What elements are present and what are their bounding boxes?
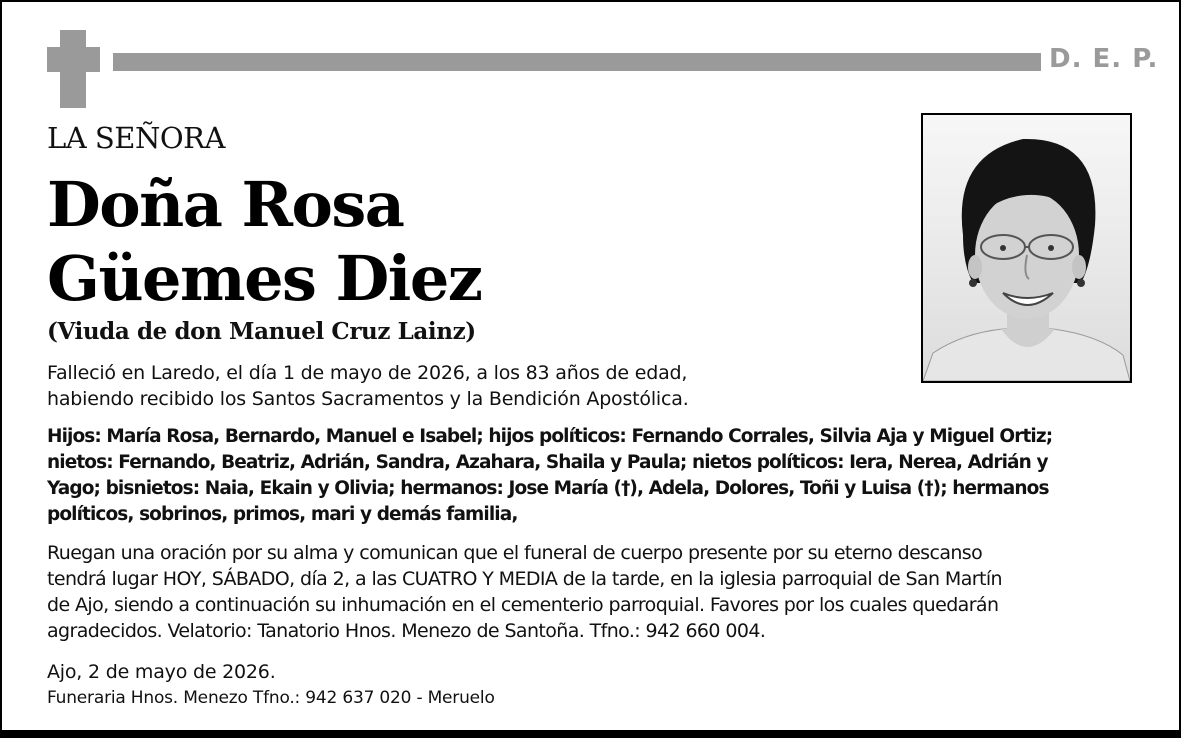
place-date (47, 659, 276, 685)
family-line: Yago; bisnietos: Naia, Ekain y Olivia; hermanos: Jose María (†), Adela, Dolores, Toñi y Luisa (†); hermanos (47, 478, 1049, 499)
dep-label: D. E. P. (1049, 44, 1159, 74)
funeral-home: Funeraria Hnos. Menezo Tfno.: 942 637 020 - Meruelo (47, 688, 495, 708)
family-line: Hijos: María Rosa, Bernardo, Manuel e Isabel; hijos políticos: Fernando Corrales, Silvia Aja y Miguel Ortiz; (47, 426, 1053, 447)
name-line-1: Doña Rosa (47, 168, 404, 241)
death-line: Falleció en Laredo, el día 1 de mayo de 2026, a los 83 años de edad, (47, 362, 688, 384)
funeral-line: de Ajo, siendo a continuación su inhumación en el cementerio parroquial. Favores por los cuales quedarán (47, 594, 999, 616)
intro-label: LA SEÑORA (47, 121, 225, 155)
funeral-line: Ruegan una oración por su alma y comunican que el funeral de cuerpo presente por su eterno descanso (47, 542, 983, 564)
funeral-line: agradecidos. Velatorio: Tanatorio Hnos. Menezo de Santoña. Tfno.: 942 660 004. (47, 620, 766, 642)
name-line-2: Güemes Diez (47, 242, 482, 315)
place-date-text: Ajo, 2 de mayo de 2026. (47, 661, 276, 683)
death-line: habiendo recibido los Santos Sacramentos y la Bendición Apostólica. (47, 388, 689, 410)
portrait-photo (921, 113, 1132, 383)
death-paragraph (47, 360, 689, 412)
family-paragraph (47, 424, 1052, 528)
family-line: políticos, sobrinos, primos, mari y demás familia, (47, 504, 518, 525)
widow-of: (Viuda de don Manuel Cruz Lainz) (47, 318, 476, 345)
deceased-name (47, 168, 481, 316)
funeral-paragraph (47, 540, 1002, 644)
header-rule (113, 53, 1041, 71)
funeral-line: tendrá lugar HOY, SÁBADO, día 2, a las CUATRO Y MEDIA de la tarde, en la iglesia parroquial de San Martín (47, 568, 1002, 590)
family-line: nietos: Fernando, Beatriz, Adrián, Sandra, Azahara, Shaila y Paula; nietos políticos: Iera, Nerea, Adrián y (47, 452, 1048, 473)
bottom-border (0, 730, 1181, 738)
